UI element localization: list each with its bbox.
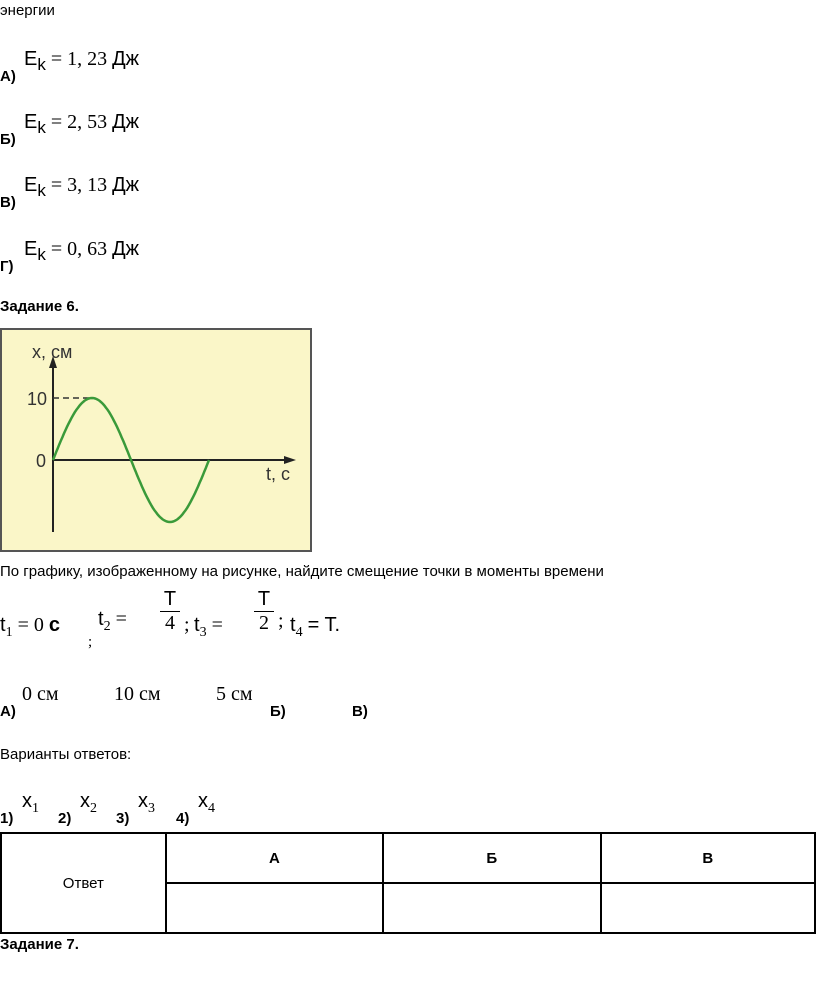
x-axis-label: t, с bbox=[266, 464, 291, 484]
intro-text: энергии bbox=[0, 2, 55, 19]
t3-formula: $t_3$ = bbox=[194, 614, 223, 640]
energy-formula: $E_k = 0$, 63 Дж bbox=[24, 238, 140, 264]
answer-letter-c: В) bbox=[352, 703, 368, 720]
answer-letter-b: Б) bbox=[270, 703, 286, 720]
oscillation-graph bbox=[0, 328, 312, 552]
t3-fraction: T 2 bbox=[254, 588, 274, 635]
answer-cell-c[interactable] bbox=[601, 883, 815, 933]
option-letter: Г) bbox=[0, 258, 14, 275]
y-axis-label: x, см bbox=[32, 342, 73, 362]
t1-formula: $t_1 = 0$ с bbox=[0, 614, 60, 640]
option-letter: В) bbox=[0, 194, 16, 211]
answer-col-header: Б bbox=[383, 833, 600, 883]
task7-title: Задание 7. bbox=[0, 936, 79, 953]
energy-formula: $E_k = 1$, 23 Дж bbox=[24, 48, 140, 74]
energy-formula: $E_k = 2$, 53 Дж bbox=[24, 111, 140, 137]
variants-title: Варианты ответов: bbox=[0, 746, 132, 763]
t4-formula: $t_4 = T$. bbox=[290, 614, 340, 640]
separator: ; bbox=[278, 610, 284, 632]
variant-symbol: $x_3$ bbox=[138, 790, 155, 816]
time-moments bbox=[0, 588, 420, 658]
variant-number: 1) bbox=[0, 810, 14, 827]
tick-label-0: 0 bbox=[36, 451, 47, 471]
answer-cell-b[interactable] bbox=[383, 883, 600, 933]
energy-formula: $E_k = 3$, 13 Дж bbox=[24, 174, 140, 200]
answer-col-header: А bbox=[166, 833, 383, 883]
variant-number: 4) bbox=[176, 810, 190, 827]
variant-number: 2) bbox=[58, 810, 72, 827]
variant-symbol: $x_2$ bbox=[80, 790, 97, 816]
answer-cell-a[interactable] bbox=[166, 883, 383, 933]
variant-number: 3) bbox=[116, 810, 130, 827]
graph-frame bbox=[1, 329, 311, 551]
answer-letter-a: А) bbox=[0, 703, 16, 720]
tick-label-10: 10 bbox=[27, 389, 48, 409]
separator: ; bbox=[88, 634, 93, 650]
t2-fraction: T 4 bbox=[160, 588, 180, 635]
task6-question: По графику, изображенному на рисунке, найдите смещение точки в моменты времени bbox=[0, 563, 604, 580]
t2-formula: $t_2$ = bbox=[98, 608, 127, 634]
answer-table bbox=[0, 832, 816, 934]
answer-value-c: 5 см bbox=[216, 683, 253, 705]
answer-col-header: В bbox=[601, 833, 815, 883]
answer-row-label: Ответ bbox=[1, 833, 166, 933]
option-letter: А) bbox=[0, 68, 16, 85]
answer-value-a: 0 см bbox=[22, 683, 59, 705]
task6-title: Задание 6. bbox=[0, 298, 79, 315]
separator: ; bbox=[184, 614, 190, 636]
option-letter: Б) bbox=[0, 131, 16, 148]
answer-value-b: 10 см bbox=[114, 683, 161, 705]
table-row bbox=[1, 833, 815, 883]
variant-symbol: $x_4$ bbox=[198, 790, 215, 816]
variant-symbol: $x_1$ bbox=[22, 790, 39, 816]
